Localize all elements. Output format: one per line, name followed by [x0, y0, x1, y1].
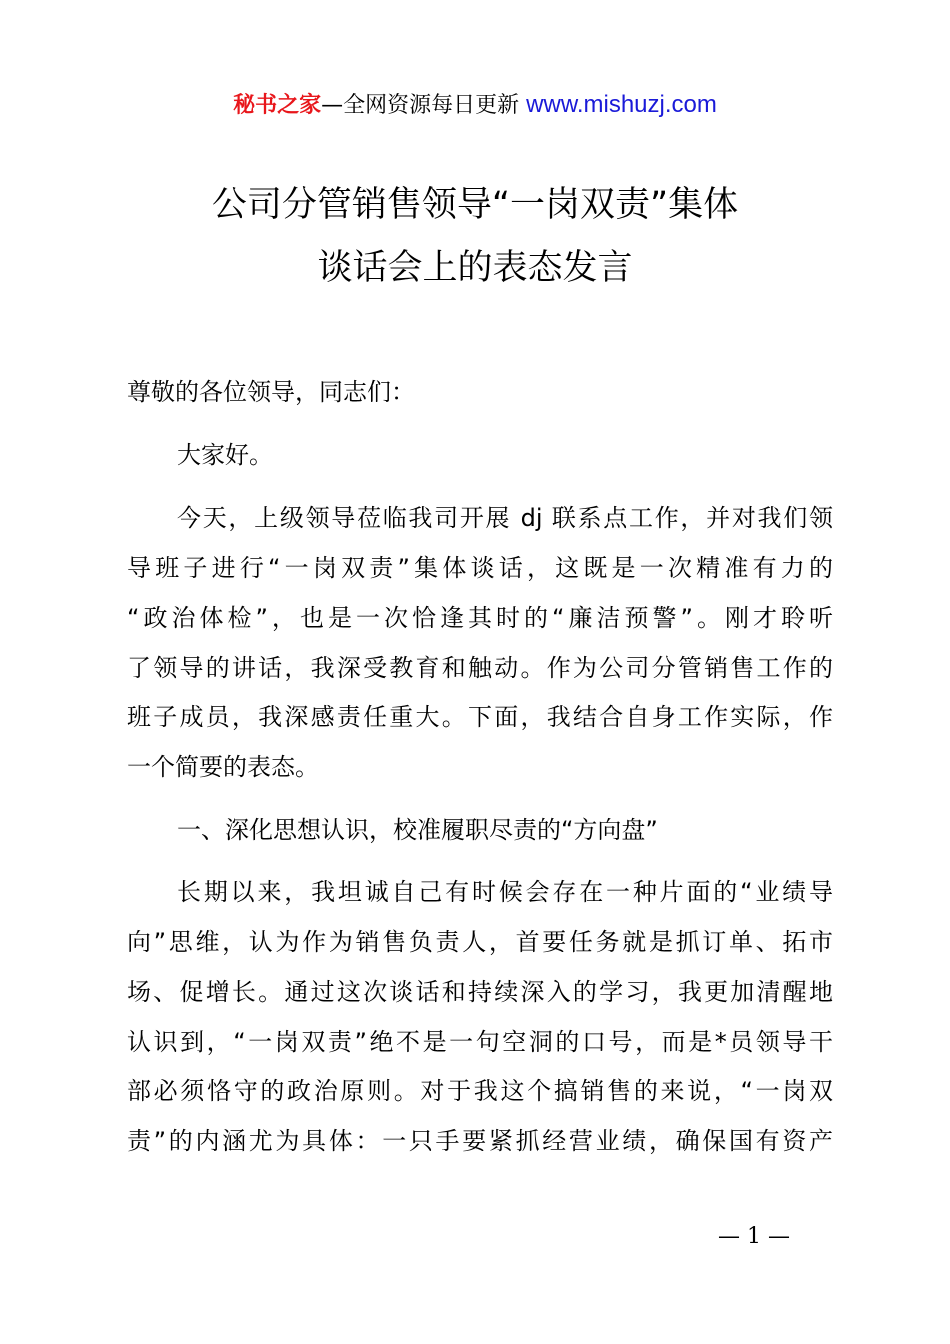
greeting: 大家好。 [177, 441, 273, 469]
paragraph-line: 长期以来，我坦诚自己有时候会存在一种片面的“业绩导 [177, 878, 833, 906]
brand-name: 秘书之家 [233, 93, 322, 118]
paragraph-line: 了领导的讲话，我深受教育和触动。作为公司分管销售工作的 [127, 654, 833, 682]
site-url-link[interactable]: www.mishuzj.com [526, 91, 717, 118]
document-title-line-1: 公司分管销售领导“一岗双责”集体 [211, 185, 739, 225]
paragraph-line: 导班子进行“一岗双责”集体谈话，这既是一次精准有力的 [127, 554, 833, 582]
paragraph-line: “政治体检”，也是一次恰逢其时的“廉洁预警”。刚才聆听 [127, 604, 833, 632]
paragraph-line: 向”思维，认为作为销售负责人，首要任务就是抓订单、拓市 [127, 928, 833, 956]
paragraph-line: 责”的内涵尤为具体：一只手要紧抓经营业绩，确保国有资产 [127, 1127, 833, 1155]
header-tagline: —全网资源每日更新 [321, 93, 527, 118]
paragraph-line: 今天，上级领导莅临我司开展 dj 联系点工作，并对我们领 [177, 504, 833, 532]
salutation: 尊敬的各位领导，同志们： [127, 378, 415, 406]
paragraph-line: 部必须恪守的政治原则。对于我这个搞销售的来说，“一岗双 [127, 1077, 833, 1105]
page-number: — 1 — [718, 1224, 790, 1249]
site-header [0, 90, 950, 121]
paragraph-line: 认识到，“一岗双责”绝不是一句空洞的口号，而是*员领导干 [127, 1028, 833, 1056]
document-title-line-2: 谈话会上的表态发言 [317, 248, 633, 288]
paragraph-line: 一个简要的表态。 [127, 753, 319, 781]
section-heading: 一、深化思想认识，校准履职尽责的“方向盘” [177, 816, 658, 844]
paragraph-line: 场、促增长。通过这次谈话和持续深入的学习，我更加清醒地 [127, 978, 833, 1006]
paragraph-line: 班子成员，我深感责任重大。下面，我结合自身工作实际，作 [127, 703, 833, 731]
